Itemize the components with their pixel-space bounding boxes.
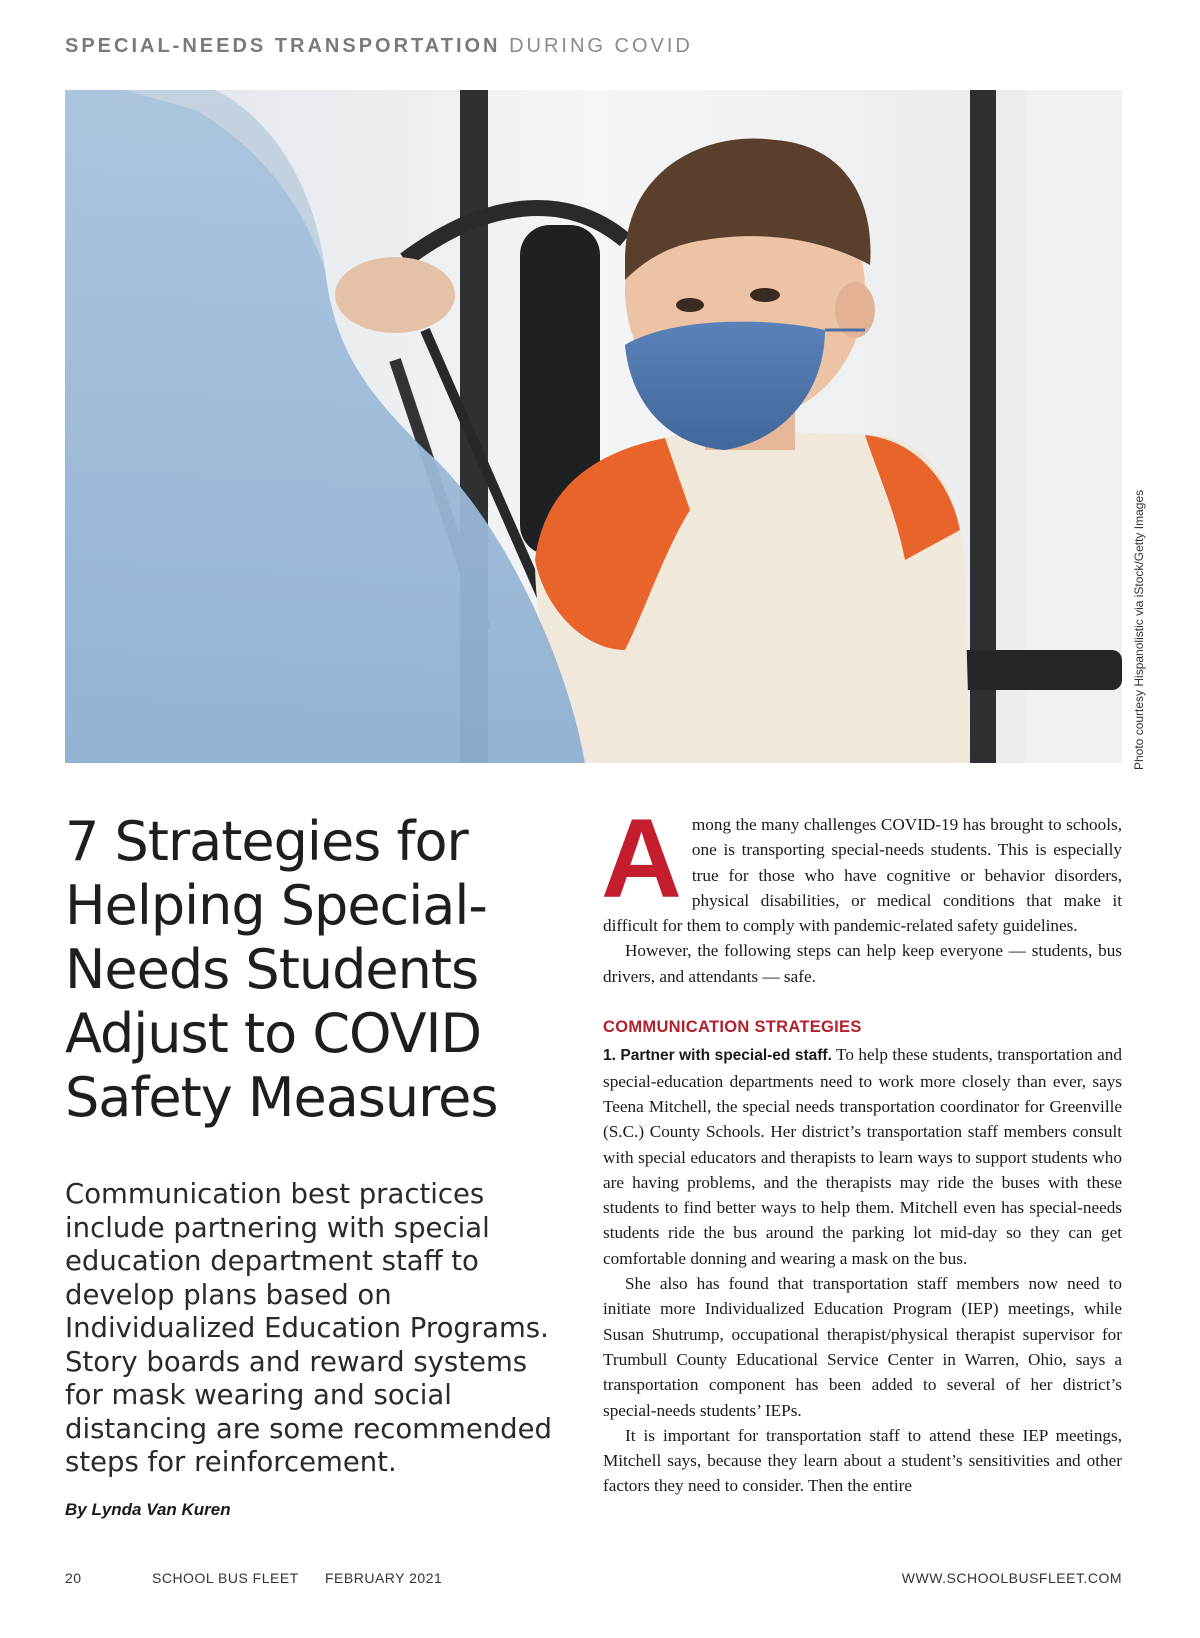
issue-date: FEBRUARY 2021 <box>325 1570 443 1586</box>
strategy-lead-in: 1. Partner with special-ed staff. <box>603 1047 832 1065</box>
body-paragraph-1 <box>601 796 1122 938</box>
hero-photo-illustration <box>65 90 1122 763</box>
kicker-bold: SPECIAL-NEEDS TRANSPORTATION <box>65 35 501 57</box>
article-body <box>601 796 1122 1499</box>
drop-cap: A <box>601 796 682 921</box>
body-paragraph-2: However, the following steps can help keep everyone — students, bus drivers, and attendants — safe. <box>603 941 1122 986</box>
body-paragraph-3-text: To help these students, transportation and special-education departments need to work more closely than ever, says Teena Mitchell, the special needs transportation coordinator for Greenville (S.C.) County Schools. Her district’s transportation staff members consult with special educators and therapists to learn ways to support students who are having problems, and the therapists may ride the buses with these students to find better ways to help them. Mitchell even has special-needs students ride the bus around the parking lot mid-day so they can get comfortable donning and wearing a mask on the bus. <box>603 1045 1122 1268</box>
article-headline: 7 Strategies for Helping Special-Needs Students Adjust to COVID Safety Measures <box>65 810 498 1129</box>
photo-credit <box>1132 470 1146 770</box>
section-heading: COMMUNICATION STRATEGIES <box>603 1018 862 1037</box>
body-paragraph-5: It is important for transportation staff to attend these IEP meetings, Mitchell says, because they learn about a student’s sensitivities and other factors they need to consider. Then the entire <box>603 1425 1122 1496</box>
body-paragraph-4: She also has found that transportation staff members now need to initiate more Individualized Education Program (IEP) meetings, while Susan Shutrump, occupational therapist/physical therapist supervisor for Trumbull County Educational Service Center in Warren, Ohio, says a transportation component has been added to several of her district’s special-needs students’ IEPs. <box>603 1274 1122 1420</box>
article-deck: Communication best practices include partnering with special education department staff to develop plans based on Individualized Education Programs. Story boards and reward systems for mask wearing and social distancing are some recommended steps for reinforcement. <box>65 1178 553 1478</box>
byline: By Lynda Van Kuren <box>65 1500 231 1519</box>
page-number: 20 <box>65 1570 82 1586</box>
website-url: WWW.SCHOOLBUSFLEET.COM <box>901 1570 1122 1586</box>
body-paragraph-1-text: mong the many challenges COVID-19 has brought to schools, one is transporting special-needs students. This is especially true for those who have cognitive or behavior disorders, physical disabilities, or medical conditions that make it difficult for them to comply with pandemic-related safety guidelines. <box>603 815 1122 936</box>
publication-name: SCHOOL BUS FLEET <box>152 1570 299 1586</box>
section-kicker <box>65 35 693 58</box>
hero-photo <box>65 90 1122 763</box>
page-footer <box>65 1570 1122 1590</box>
body-paragraph-3 <box>603 1042 1122 1271</box>
kicker-rest: DURING COVID <box>509 35 693 57</box>
photo-credit-text: Photo courtesy Hispanolistic via iStock/Getty Images <box>1132 489 1146 770</box>
